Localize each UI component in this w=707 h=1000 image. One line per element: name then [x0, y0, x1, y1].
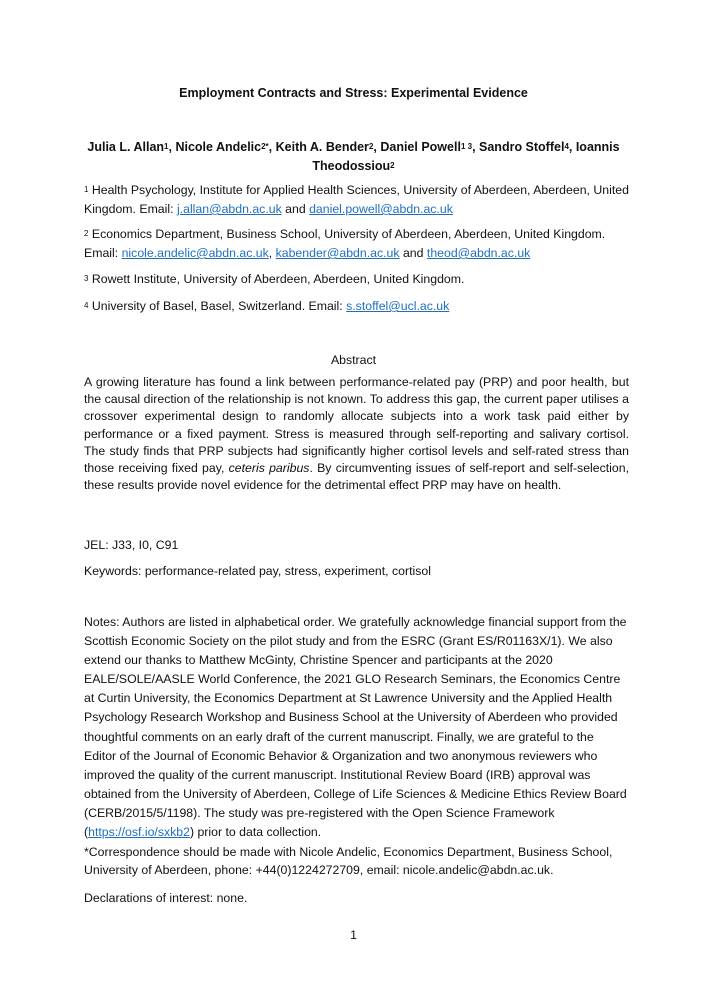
author: Keith A. Bender$^2$ — [275, 140, 374, 154]
affiliation-4: $^4$ University of Basel, Basel, Switzerland. Email: s.stoffel@ucl.ac.uk — [84, 299, 450, 313]
page-number: 1 — [350, 928, 357, 942]
abstract-body: A growing literature has found a link between performance-related pay (PRP) and poor health, but the causal direction of the relationship is not known. To address this gap, the current paper utilises a crossover experimental design to randomly allocate subjects into a work task paid either by performance or a fixed payment. Stress is measured through self-reporting and salivary cortisol. The study finds that PRP subjects had significantly higher cortisol levels and self-rated stress than those receiving fixed pay, ceteris paribus. By circumventing issues of self-report and self-selection, these results provide novel evidence for the detrimental effect PRP may have on health. — [84, 375, 630, 493]
author: Julia L. Allan$^1$ — [87, 140, 169, 154]
author: Nicole Andelic$^{2*}$ — [175, 140, 269, 154]
osf-link[interactable]: https://osf.io/sxkb2 — [88, 825, 190, 840]
author: Daniel Powell$^{1 3}$ — [380, 140, 473, 154]
email-link[interactable]: daniel.powell@abdn.ac.uk — [309, 202, 453, 216]
author-list: Julia L. Allan$^1$, Nicole Andelic$^{2*}$, Keith A. Bender$^2$, Daniel Powell$^{1 3}$, Sandro Stoffel$^4$, Ioannis Theodossiou$^2$ — [87, 140, 620, 173]
author: Sandro Stoffel$^4$ — [479, 140, 569, 154]
email-link[interactable]: j.allan@abdn.ac.uk — [176, 202, 282, 216]
affiliation-2: $^2$ Economics Department, Business School, University of Aberdeen, Aberdeen, United Kingdom. Email: nicole.andelic@abdn.ac.uk, kabender@abdn.ac.uk and theod@abdn.ac.uk — [84, 227, 606, 260]
author: Theodossiou$^2$ — [312, 159, 395, 173]
declarations: Declarations of interest: none. — [84, 891, 248, 905]
affiliation-1: $^1$ Health Psychology, Institute for Applied Health Sciences, University of Aberdeen, Aberdeen, United Kingdom. Email: j.allan@abdn.ac.uk and daniel.powell@abdn.ac.uk — [84, 183, 629, 216]
email-link[interactable]: theod@abdn.ac.uk — [426, 246, 531, 260]
abstract-heading: Abstract — [330, 353, 377, 367]
correspondence-note: *Correspondence should be made with Nicole Andelic, Economics Department, Business School, University of Aberdeen, phone: +44(0)1224272709, email: nicole.andelic@abdn.ac.uk. — [84, 845, 613, 877]
email-link[interactable]: kabender@abdn.ac.uk — [275, 246, 400, 260]
paper-title: Employment Contracts and Stress: Experimental Evidence — [179, 86, 528, 100]
jel-codes: JEL: J33, I0, C91 — [84, 538, 179, 552]
affiliation-3: $^3$ Rowett Institute, University of Aberdeen, Aberdeen, United Kingdom. — [84, 272, 465, 286]
keywords: Keywords: performance-related pay, stress, experiment, cortisol — [84, 564, 431, 578]
email-link[interactable]: s.stoffel@ucl.ac.uk — [346, 299, 450, 313]
notes-paragraph: Notes: Authors are listed in alphabetical order. We gratefully acknowledge financial support from the Scottish Economic Society on the pilot study and from the ESRC (Grant ES/R01163X/1). We also extend our thanks to Matthew McGinty, Christine Spencer and participants at the 2020 EALE/SOLE/AASLE World Conference, the 2021 GLO Research Seminars, the Economics Centre at Curtin University, the Economics Department at St Lawrence University and the Applied Health Psychology Research Workshop and Business School at the University of Aberdeen who provided thoughtful comments on an early draft of the current manuscript. Finally, we are grateful to the Editor of the Journal of Economic Behavior & Organization and two anonymous reviewers who improved the quality of the current manuscript. Institutional Review Board (IRB) approval was obtained from the University of Aberdeen, College of Life Sciences & Medicine Ethics Review Board (CERB/2015/5/1198). The study was pre-registered with the Open Science Framework (https://osf.io/sxkb2) prior to data collection. — [84, 615, 627, 840]
email-link[interactable]: nicole.andelic@abdn.ac.uk — [121, 246, 269, 260]
